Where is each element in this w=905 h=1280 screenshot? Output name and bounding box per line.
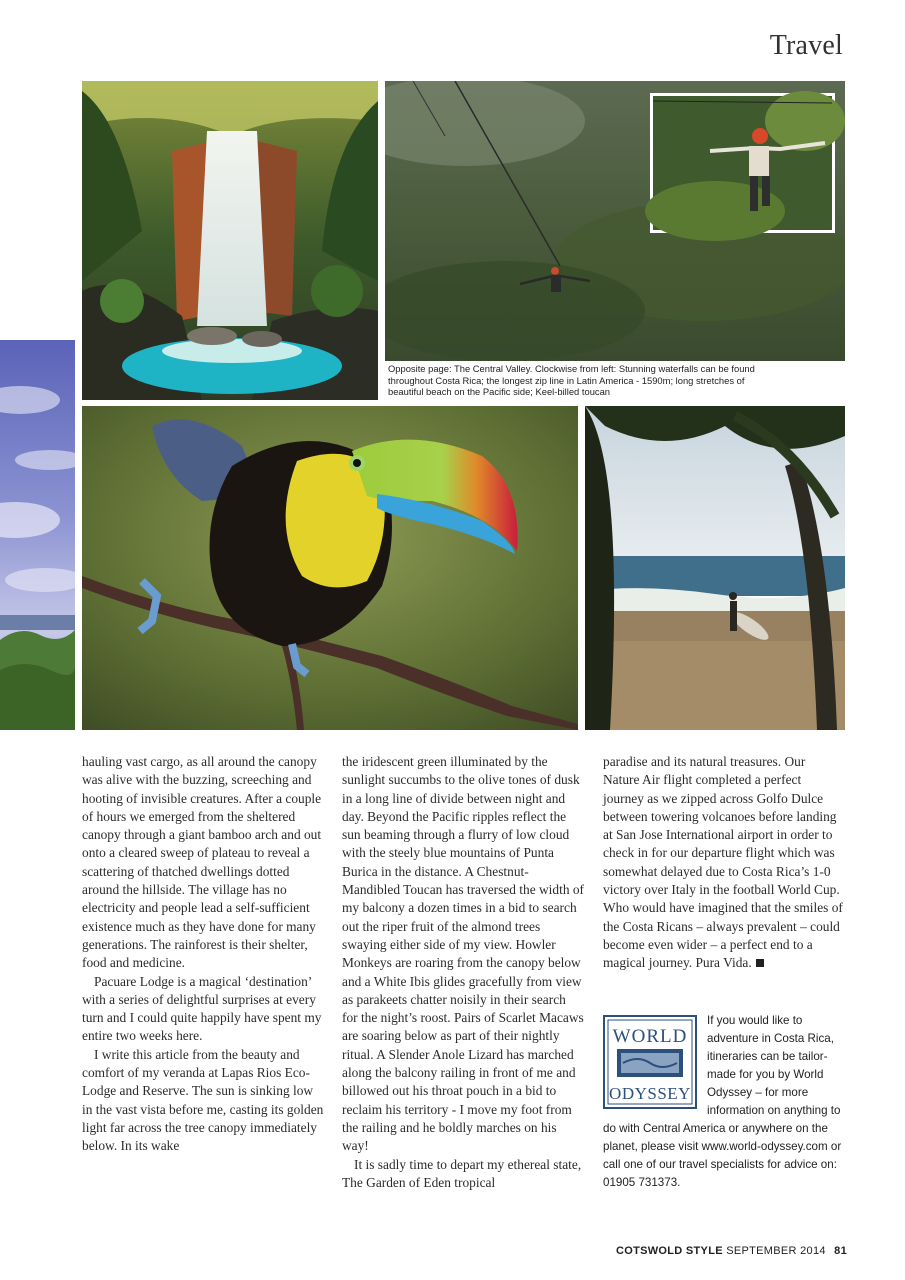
article-column-2 xyxy=(342,753,584,1192)
article-column-1 xyxy=(82,753,324,1156)
article-column-3 xyxy=(603,753,845,973)
page-number: 81 xyxy=(834,1245,847,1257)
world-odyssey-logo xyxy=(603,1015,697,1109)
paragraph: It is sadly time to depart my ethereal state, The Garden of Eden tropical xyxy=(342,1156,582,1190)
paragraph: the iridescent green illuminated by the sunlight succumbs to the olive tones of dusk in a long line of divide between night and day. Beyond the Pacific ripples reflect the sun beaming through a flurry of low cloud with the steely blue mountains of Punta Burica in the distance. A Chestnut-Mandibled Toucan has traversed the width of my balcony a dozen times in a bid to search out the riper fruit of the almond trees swaying either side of my view. Howler Monkeys are roaring from the canopy below and a White Ibis glides gracefully from view as parakeets chatter noisily in their search for the night’s roost. Pairs of Scarlet Macaws are soaring below as part of their nightly ritual. A Slender Anole Lizard has marched along the balcony railing in front of me and billowed out his throat pouch in a bid to reclaim his territory - I move my foot from the railing and he boldly marches on his way! xyxy=(342,754,585,1154)
paragraph: I write this article from the beauty and comfort of my veranda at Lapas Rios Eco-Lodge and Reserve. The sun is sinking low in the vast vista before me, casting its golden light far across the tree canopy immediately below. In its wake xyxy=(82,1046,324,1154)
page-footer xyxy=(616,1245,847,1257)
end-of-article-mark xyxy=(756,959,764,967)
logo-bottom-text: ODYSSEY xyxy=(609,1084,691,1103)
section-title: Travel xyxy=(769,30,843,61)
issue-date: SEPTEMBER 2014 xyxy=(726,1245,826,1257)
bleed-sky-photo xyxy=(0,340,75,730)
world-odyssey-promo xyxy=(603,1012,848,1192)
beach-surfer-photo xyxy=(585,406,845,730)
paragraph-text: paradise and its natural treasures. Our Nature Air flight completed a perfect journey as we zipped across Golfo Dulce between towering volcanoes before landing at San Jose International airport in order to check in for our departure flight which was somewhat delayed due to Costa Rica’s 1-0 victory over Italy in the football World Cup. Who would have imagined that the smiles of the Costa Ricans – always prevalent – could become even wider – a perfect end to a magical journey. Pura Vida. xyxy=(603,754,843,971)
logo-top-text: WORLD xyxy=(612,1026,688,1047)
promo-text: If you would like to adventure in Costa Rica, itineraries can be tailor-made for you by World Odyssey – for more information on anything to do with Central America or anywhere on the planet, please visit www.world-odyssey.com or call one of our travel specialists for advice on: 01905 731373. xyxy=(603,1014,842,1189)
waterfall-photo xyxy=(82,81,378,400)
magazine-name: COTSWOLD STYLE xyxy=(615,1245,723,1257)
photo-caption: Opposite page: The Central Valley. Clockwise from left: Stunning waterfalls can be found throughout Costa Rica; the longest zip line in Latin America - 1590m; long stretches of beautiful beach on the Pacific side; Keel-billed toucan xyxy=(385,361,775,401)
zipline-photo xyxy=(385,81,845,361)
paragraph: Pacuare Lodge is a magical ‘destination’ with a series of delightful surprises at every turn and I could quite happily have spent my entire two weeks here. xyxy=(82,973,322,1044)
paragraph: hauling vast cargo, as all around the canopy was alive with the buzzing, screeching and hooting of invisible creatures. After a couple of hours we emerged from the sheltered canopy through a giant bamboo arch and out onto a cleared sweep of plateau to reveal a scattering of thatched dwellings dotted around the hillside. The village has no electricity and people lead a self-sufficient existence much as they have done for many generations. The rainforest is their shelter, food and medicine. xyxy=(82,754,322,971)
paragraph xyxy=(603,753,845,973)
toucan-photo xyxy=(82,406,578,730)
